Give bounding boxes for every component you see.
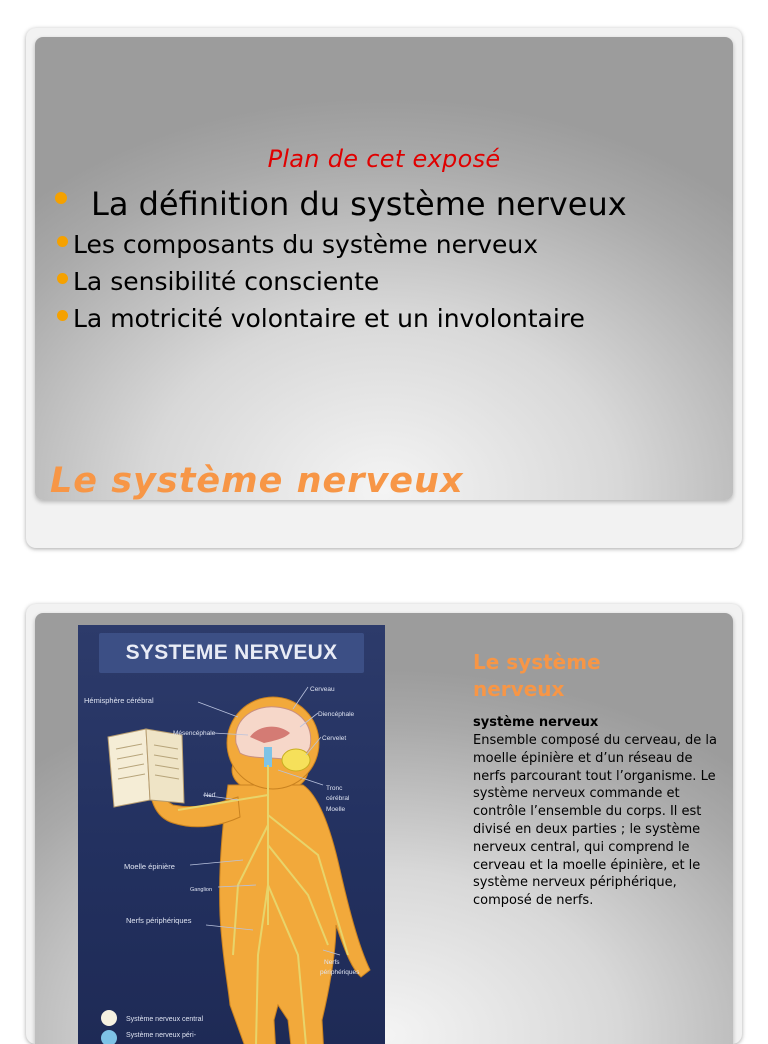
bullet-item — [51, 304, 585, 333]
bullet-item — [51, 230, 538, 259]
slide-2-content — [35, 613, 733, 1044]
poster-heading: SYSTEME NERVEUX — [99, 633, 364, 673]
leader-line — [198, 702, 238, 717]
bullet-dot-icon — [55, 192, 67, 204]
label-nerfs: Nerfs — [324, 959, 340, 966]
label-diencephale: Diencéphale — [318, 711, 355, 718]
bullet-item — [51, 267, 379, 296]
slide-1[interactable] — [26, 28, 742, 548]
slide-2[interactable] — [26, 604, 742, 1044]
bullet-dot-icon — [57, 236, 68, 247]
label-moelle-epiniere: Moelle épinière — [124, 862, 175, 871]
slide-title: Le système nerveux — [473, 650, 601, 701]
label-cerveau: Cerveau — [310, 686, 335, 693]
label-hemisphere: Hémisphère cérébral — [84, 696, 154, 705]
label-cervelet: Cervelet — [322, 735, 347, 742]
nervous-system-poster — [78, 625, 385, 1044]
label-peripheriques: périphériques — [320, 969, 360, 976]
label-mesencephale: Mésencéphale — [173, 730, 216, 737]
bullet-dot-icon — [57, 310, 68, 321]
definition-term: système nerveux — [473, 715, 599, 730]
label-nerfs-peripheriques-left: Nerfs périphériques — [126, 916, 192, 925]
slide-title: Le système nerveux — [50, 461, 464, 500]
bullet-text: Les composants du système nerveux — [73, 230, 539, 259]
bullet-dot-icon — [57, 273, 68, 284]
brainstem-shape — [264, 747, 272, 767]
book-shape — [108, 729, 184, 807]
label-moelle: Moelle — [326, 806, 346, 813]
bullet-text: La motricité volontaire et un involontaire — [73, 304, 585, 333]
legend-peripheral-label: Système nerveux péri- — [126, 1032, 197, 1039]
label-nerf: Nerf — [204, 793, 216, 799]
slide-1-content — [35, 37, 733, 500]
cerebellum-shape — [282, 749, 310, 771]
plan-title: Plan de cet exposé — [267, 145, 501, 173]
bullet-text: La sensibilité consciente — [73, 267, 380, 296]
label-cerebral: cérébral — [326, 795, 350, 802]
definition-text: Ensemble composé du cerveau, de la moelle épinière et d’un réseau de nerfs parcourant tout l’organisme. Le système nerveux commande et contrôle l’ensemble du corps. Il est divisé en deux parties ; le système nerveux central, qui comprend le cerveau et la moelle épinière, et le système nerveux périphérique, composé de nerfs. — [473, 733, 717, 909]
torso-shape — [220, 785, 370, 1044]
bullet-item — [51, 185, 627, 223]
bullet-text: La définition du système nerveux — [91, 185, 627, 223]
label-tronc: Tronc — [326, 785, 343, 792]
legend-central-label: Système nerveux central — [126, 1016, 204, 1023]
legend-peripheral-dot-icon — [101, 1030, 117, 1044]
poster-illustration — [78, 625, 385, 1044]
label-ganglion: Ganglion — [190, 887, 213, 893]
